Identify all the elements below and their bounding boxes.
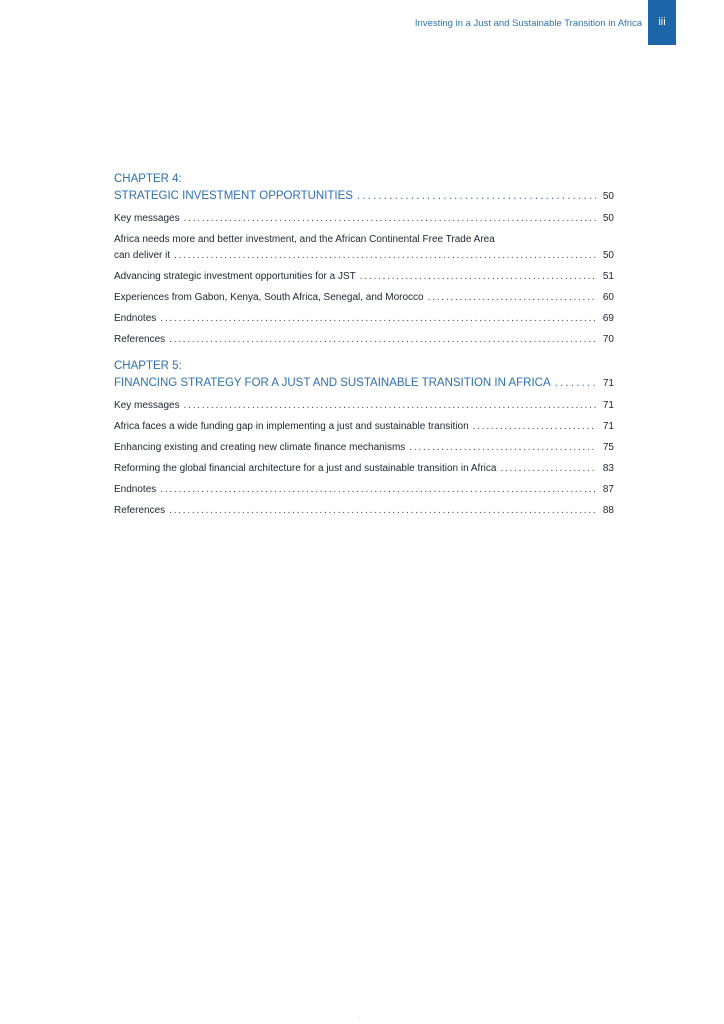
chapter-4-label: CHAPTER 4: xyxy=(114,173,182,185)
toc-entry-title: Key messages xyxy=(114,400,180,411)
toc-entry-reforming-architecture[interactable] xyxy=(114,462,614,476)
toc-entry-references[interactable] xyxy=(114,333,614,347)
toc-entry-title: Reforming the global financial architecture for a just and sustainable transition in Africa xyxy=(114,463,497,474)
toc-entry-title: Enhancing existing and creating new climate finance mechanisms xyxy=(114,442,406,453)
dot-leader xyxy=(184,399,596,413)
dot-leader xyxy=(360,270,596,284)
toc-entry-funding-gap[interactable] xyxy=(114,420,614,434)
chapter-5-title-row[interactable] xyxy=(114,375,614,392)
dot-leader xyxy=(169,333,596,347)
dot-leader xyxy=(500,462,596,476)
toc-entry-endnotes[interactable] xyxy=(114,483,614,497)
toc-entry-page: 88 xyxy=(602,505,614,516)
dot-leader xyxy=(409,441,596,455)
toc-entry-title: Key messages xyxy=(114,213,180,224)
chapter-4-page: 50 xyxy=(602,191,614,202)
toc-entry-page: 87 xyxy=(602,484,614,495)
chapter-4-block xyxy=(114,171,614,347)
toc-entry-title: References xyxy=(114,505,166,516)
toc-entry-page: 70 xyxy=(602,334,614,345)
dot-leader xyxy=(160,483,596,497)
toc-entry-key-messages[interactable] xyxy=(114,212,614,226)
toc-entry-title: Endnotes xyxy=(114,313,157,324)
dot-leader xyxy=(357,188,596,205)
toc-entry-title-line1: Africa needs more and better investment, and the African Continental Free Trade Area xyxy=(114,234,495,245)
dot-leader xyxy=(160,312,596,326)
toc-entry-title: can deliver it xyxy=(114,250,171,261)
toc-entry-advancing-opportunities[interactable] xyxy=(114,270,614,284)
toc-entry-page: 50 xyxy=(602,213,614,224)
chapter-5-title: FINANCING STRATEGY FOR A JUST AND SUSTAINABLE TRANSITION IN AFRICA xyxy=(114,377,551,389)
toc-entry-page: 83 xyxy=(602,463,614,474)
toc-entry-references[interactable] xyxy=(114,504,614,518)
toc-entry-key-messages[interactable] xyxy=(114,399,614,413)
toc-entry-title: Endnotes xyxy=(114,484,157,495)
dot-leader xyxy=(174,249,596,263)
toc-entry-page: 75 xyxy=(602,442,614,453)
toc-entry-title: References xyxy=(114,334,166,345)
chapter-5-block xyxy=(114,358,614,518)
toc-entry-endnotes[interactable] xyxy=(114,312,614,326)
toc-entry-page: 60 xyxy=(602,292,614,303)
chapter-4-title: STRATEGIC INVESTMENT OPPORTUNITIES xyxy=(114,190,353,202)
dot-leader xyxy=(555,375,596,392)
dot-leader xyxy=(169,504,596,518)
dot-leader xyxy=(473,420,596,434)
chapter-5-label: CHAPTER 5: xyxy=(114,360,182,372)
toc-entry-title: Africa faces a wide funding gap in implementing a just and sustainable transition xyxy=(114,421,469,432)
toc-entry-climate-finance[interactable] xyxy=(114,441,614,455)
toc-entry-page: 71 xyxy=(602,400,614,411)
toc-entry-page: 50 xyxy=(602,250,614,261)
toc-entry-page: 69 xyxy=(602,313,614,324)
running-head: Investing in a Just and Sustainable Transition in Africa xyxy=(414,18,642,29)
dot-leader xyxy=(184,212,596,226)
toc-entry-afcfta[interactable] xyxy=(114,233,614,263)
chapter-5-page: 71 xyxy=(602,378,614,389)
table-of-contents xyxy=(114,171,614,528)
dot-leader xyxy=(428,291,596,305)
toc-entry-page: 71 xyxy=(602,421,614,432)
chapter-4-title-row[interactable] xyxy=(114,188,614,205)
toc-entry-page: 51 xyxy=(602,271,614,282)
footer-mark: - xyxy=(358,1015,360,1021)
page-number-tab: iii xyxy=(648,0,676,45)
toc-entry-title: Experiences from Gabon, Kenya, South Africa, Senegal, and Morocco xyxy=(114,292,424,303)
toc-entry-experiences[interactable] xyxy=(114,291,614,305)
toc-entry-title: Advancing strategic investment opportunities for a JST xyxy=(114,271,356,282)
